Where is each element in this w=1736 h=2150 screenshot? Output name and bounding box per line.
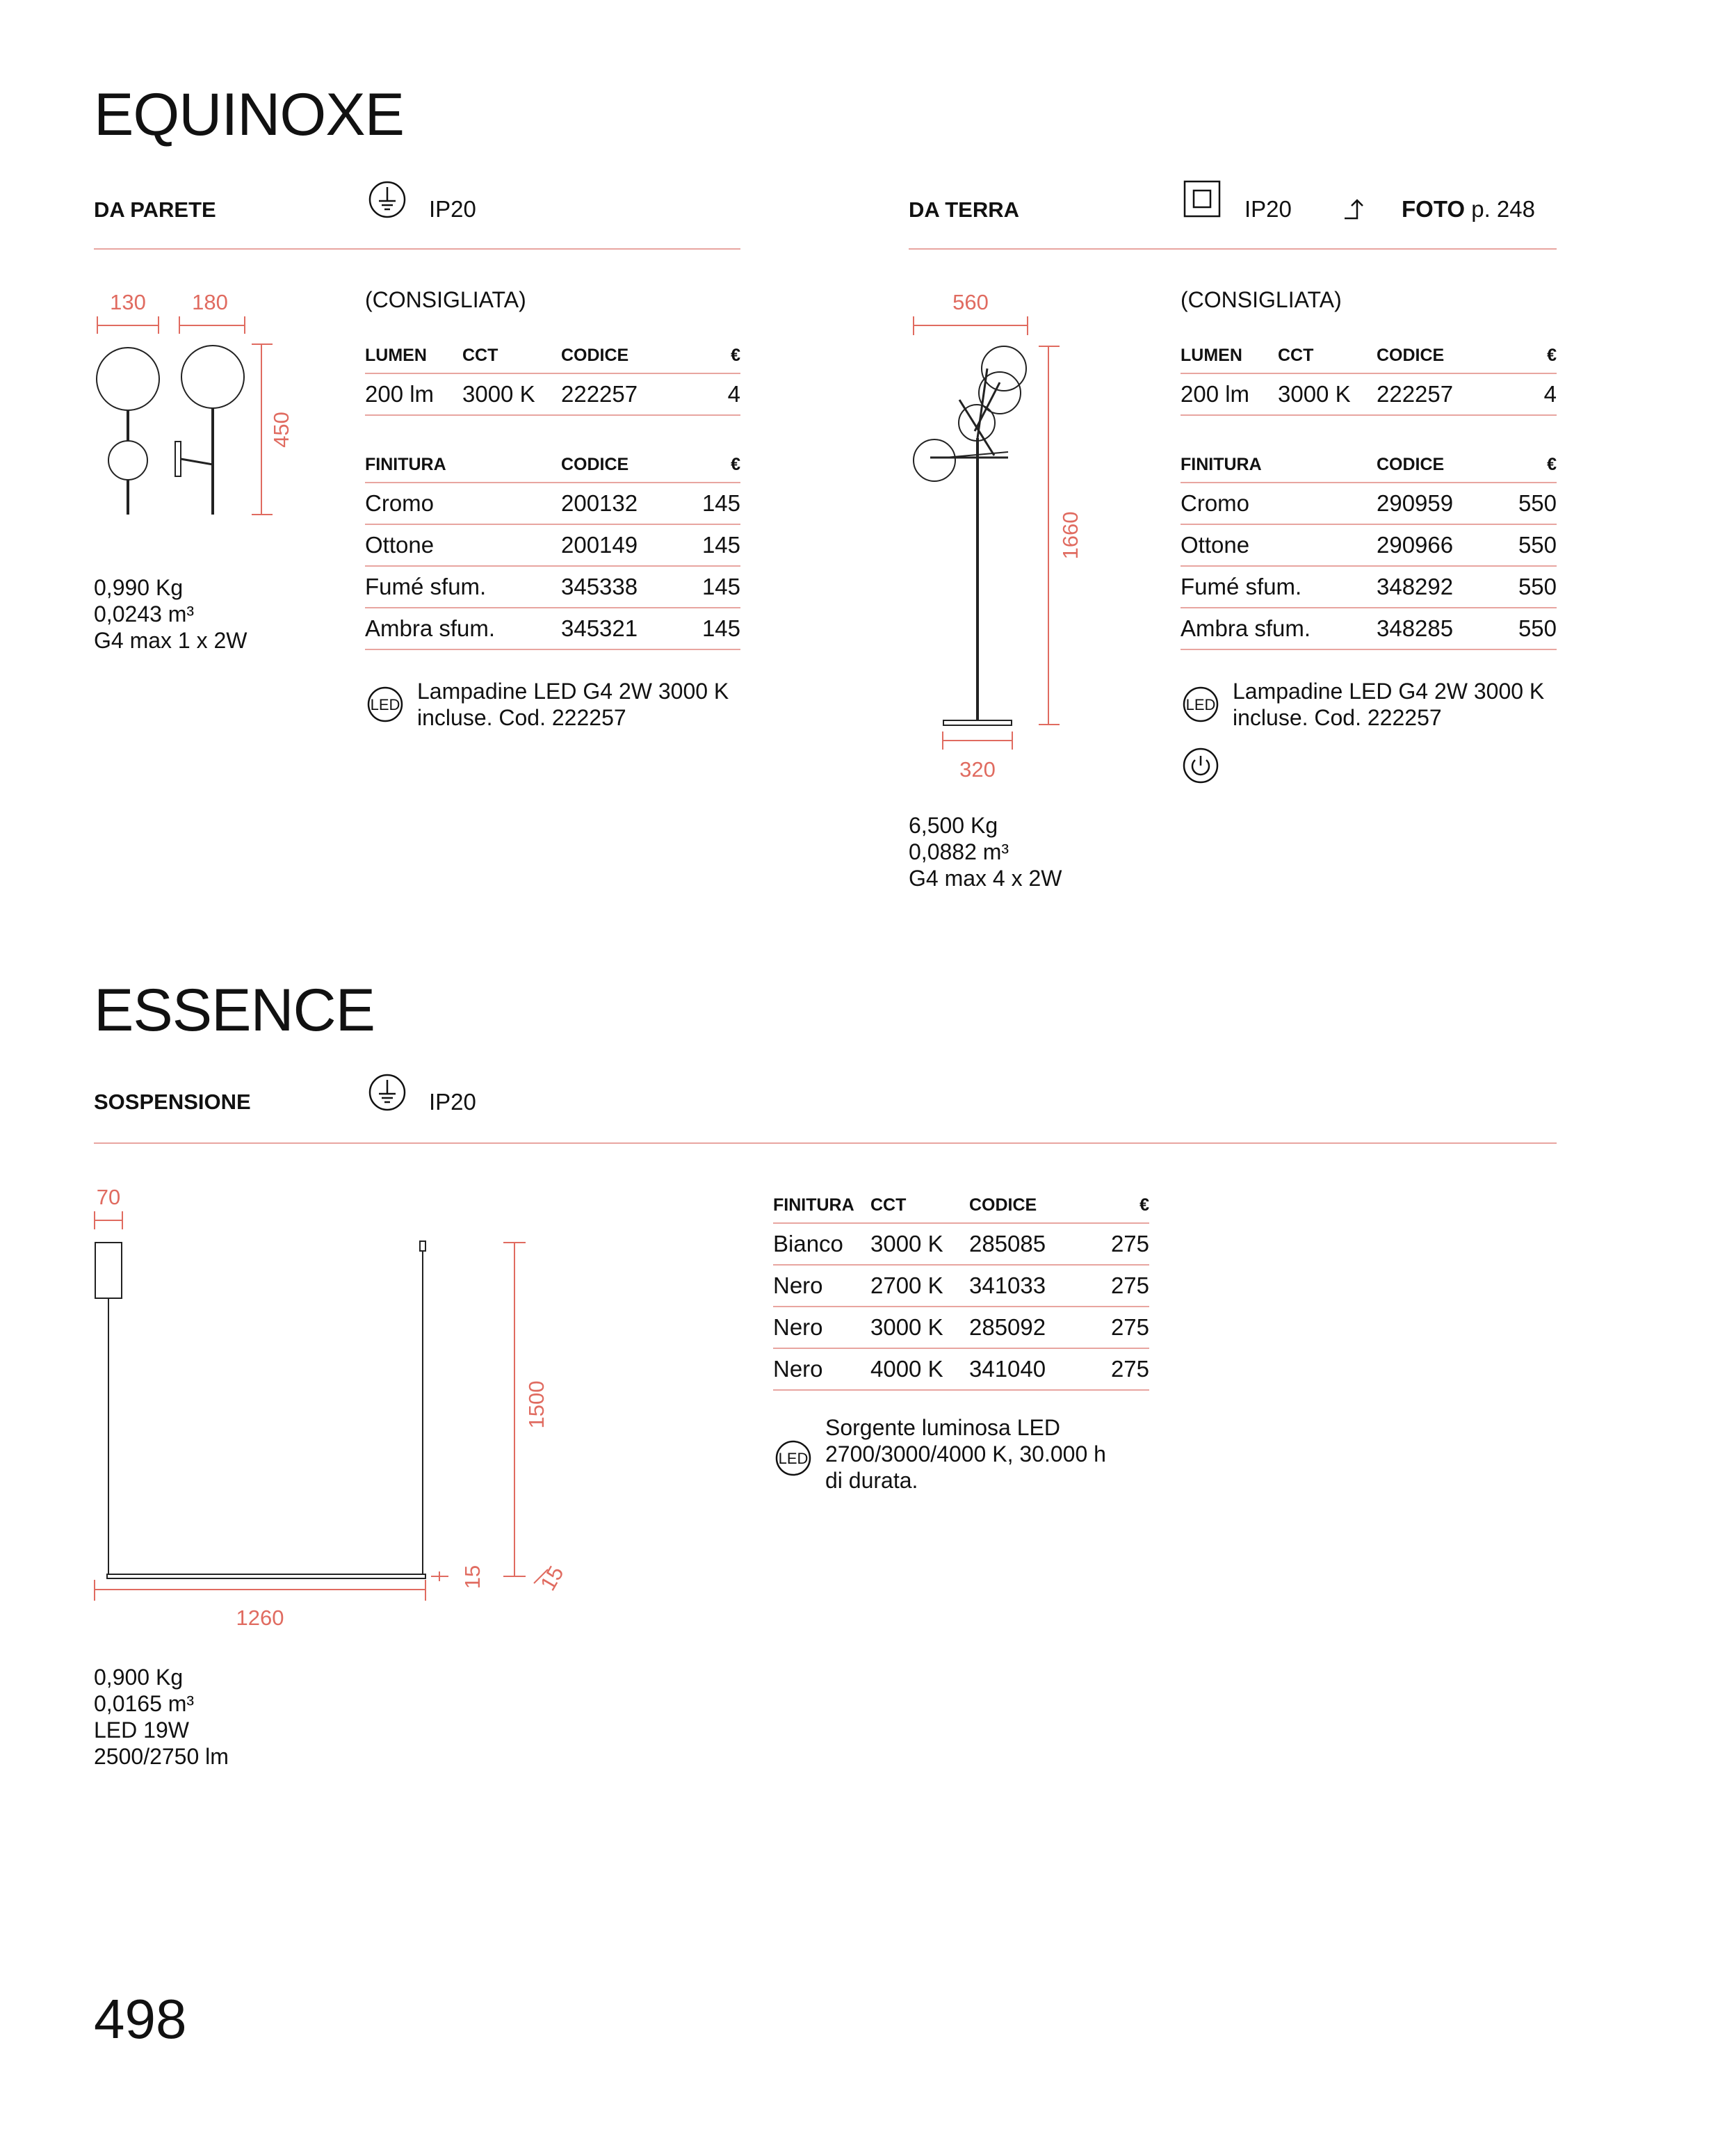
table-header-row (365, 447, 740, 483)
table-row (1181, 524, 1557, 566)
photo-reference[interactable] (1402, 196, 1535, 223)
cell: 550 (1497, 566, 1557, 608)
dim-length: 1260 (236, 1606, 284, 1630)
cell: Cromo (365, 483, 561, 524)
spec-weight: 0,990 Kg (94, 575, 184, 600)
spec-lumen: 2500/2750 lm (94, 1744, 229, 1769)
col-header: FINITURA (365, 447, 561, 483)
col-header: € (1531, 338, 1557, 373)
col-header: € (1497, 447, 1557, 483)
cell: Ambra sfum. (365, 608, 561, 649)
recommended-label: (CONSIGLIATA) (1181, 287, 1342, 312)
product-title-equinoxe: EQUINOXE (94, 81, 404, 148)
photo-label: FOTO (1402, 196, 1466, 222)
cell: 341040 (969, 1348, 1089, 1390)
col-header: FINITURA (1181, 447, 1377, 483)
led-note-line: Lampadine LED G4 2W 3000 K (1233, 679, 1545, 704)
earth-ground-icon (368, 180, 407, 219)
led-badge: LED (1185, 696, 1216, 713)
cell: 550 (1497, 524, 1557, 566)
section-divider (94, 1142, 1557, 1144)
spec-power: LED 19W (94, 1717, 189, 1743)
finish-table (773, 1188, 1149, 1391)
table-row (1181, 608, 1557, 649)
led-note (417, 678, 729, 731)
recommended-label: (CONSIGLIATA) (365, 287, 526, 312)
cell: 222257 (1377, 373, 1531, 415)
col-header: LUMEN (1181, 338, 1278, 373)
spec-list (909, 812, 1062, 891)
table-row (773, 1223, 1149, 1265)
led-icon (774, 1439, 812, 1477)
dim-width-b: 180 (192, 290, 228, 314)
table-header-row (1181, 338, 1557, 373)
cell: 3000 K (1278, 373, 1377, 415)
cell: Nero (773, 1307, 870, 1348)
finish-table (365, 447, 740, 650)
double-insulation-icon (1183, 180, 1221, 218)
wall-lamp-drawing (83, 278, 306, 528)
cell: 3000 K (870, 1223, 969, 1265)
cell: 275 (1089, 1265, 1149, 1307)
ip-rating: IP20 (429, 196, 476, 222)
cell: 145 (681, 608, 740, 649)
cell: 348285 (1377, 608, 1497, 649)
cell: 4000 K (870, 1348, 969, 1390)
finish-table (1181, 447, 1557, 650)
cell: 145 (681, 524, 740, 566)
product-title-essence: ESSENCE (94, 977, 375, 1044)
cell: 550 (1497, 483, 1557, 524)
cell: 3000 K (462, 373, 561, 415)
lamp-table (365, 338, 740, 416)
dim-profile-a: 15 (460, 1565, 485, 1590)
cell: 222257 (561, 373, 715, 415)
spec-weight: 6,500 Kg (909, 813, 998, 838)
cell: Ottone (365, 524, 561, 566)
spec-list (94, 574, 248, 654)
cell: 348292 (1377, 566, 1497, 608)
table-row (773, 1307, 1149, 1348)
spec-bulb: G4 max 1 x 2W (94, 628, 248, 653)
led-icon (1182, 686, 1219, 723)
cell: 200 lm (365, 373, 462, 415)
section-heading-sospensione: SOSPENSIONE (94, 1090, 251, 1114)
suspension-lamp-drawing (83, 1175, 598, 1641)
cell: 2700 K (870, 1265, 969, 1307)
cell: Fumé sfum. (365, 566, 561, 608)
col-header: € (715, 338, 740, 373)
table-row (773, 1348, 1149, 1390)
earth-ground-icon (368, 1073, 407, 1112)
led-note-line: Lampadine LED G4 2W 3000 K (417, 679, 729, 704)
led-badge: LED (370, 696, 400, 713)
table-row (1181, 373, 1557, 415)
cell: 345338 (561, 566, 681, 608)
cell: 275 (1089, 1223, 1149, 1265)
section-divider (909, 248, 1557, 250)
spec-weight: 0,900 Kg (94, 1665, 184, 1690)
cell: 290959 (1377, 483, 1497, 524)
cell: 200 lm (1181, 373, 1278, 415)
led-note-line: 2700/3000/4000 K, 30.000 h (825, 1441, 1106, 1466)
spec-volume: 0,0165 m³ (94, 1691, 195, 1716)
table-header-row (773, 1188, 1149, 1223)
dim-width-a: 130 (110, 290, 146, 314)
cell: 4 (715, 373, 740, 415)
spec-volume: 0,0882 m³ (909, 839, 1009, 864)
cell: 290966 (1377, 524, 1497, 566)
cell: Cromo (1181, 483, 1377, 524)
table-row (773, 1265, 1149, 1307)
cell: 145 (681, 566, 740, 608)
cell: Nero (773, 1265, 870, 1307)
cell: 4 (1531, 373, 1557, 415)
col-header: CCT (870, 1188, 969, 1223)
spec-volume: 0,0243 m³ (94, 601, 195, 627)
lamp-table (1181, 338, 1557, 416)
cell: Fumé sfum. (1181, 566, 1377, 608)
dim-width: 560 (952, 290, 989, 314)
table-row (365, 524, 740, 566)
led-note-line: incluse. Cod. 222257 (1233, 705, 1442, 730)
cell: 145 (681, 483, 740, 524)
dim-base: 320 (959, 757, 996, 782)
cell: 345321 (561, 608, 681, 649)
table-row (365, 483, 740, 524)
page-number: 498 (94, 1988, 187, 2050)
cell: Nero (773, 1348, 870, 1390)
col-header: CODICE (969, 1188, 1089, 1223)
led-note-line: Sorgente luminosa LED (825, 1415, 1060, 1440)
dim-profile-b: 15 (535, 1562, 569, 1595)
cell: Bianco (773, 1223, 870, 1265)
col-header: CCT (462, 338, 561, 373)
dim-height: 450 (269, 412, 293, 448)
cell: 550 (1497, 608, 1557, 649)
dim-canopy: 70 (96, 1185, 121, 1209)
spec-list (94, 1664, 229, 1770)
col-header: CODICE (1377, 338, 1531, 373)
col-header: CODICE (1377, 447, 1497, 483)
cell: 3000 K (870, 1307, 969, 1348)
cell: 275 (1089, 1307, 1149, 1348)
col-header: CODICE (561, 447, 681, 483)
cell: 285085 (969, 1223, 1089, 1265)
led-badge: LED (778, 1450, 809, 1467)
led-note (1233, 678, 1544, 731)
col-header: LUMEN (365, 338, 462, 373)
photo-page: p. 248 (1471, 196, 1535, 222)
ip-rating: IP20 (1244, 196, 1292, 222)
table-row (365, 608, 740, 649)
table-row (1181, 566, 1557, 608)
led-note-line: incluse. Cod. 222257 (417, 705, 626, 730)
led-note (825, 1414, 1106, 1494)
section-divider (94, 248, 740, 250)
cell: 200149 (561, 524, 681, 566)
col-header: FINITURA (773, 1188, 870, 1223)
table-header-row (1181, 447, 1557, 483)
floor-lamp-drawing (904, 278, 1112, 807)
dim-height: 1500 (524, 1380, 549, 1429)
col-header: CCT (1278, 338, 1377, 373)
cell: 285092 (969, 1307, 1089, 1348)
led-note-line: di durata. (825, 1468, 918, 1493)
col-header: € (681, 447, 740, 483)
col-header: CODICE (561, 338, 715, 373)
section-heading-da-parete: DA PARETE (94, 197, 216, 222)
col-header: € (1089, 1188, 1149, 1223)
table-row (1181, 483, 1557, 524)
led-icon (366, 686, 404, 723)
spec-bulb: G4 max 4 x 2W (909, 866, 1062, 891)
section-heading-da-terra: DA TERRA (909, 197, 1020, 222)
cell: 200132 (561, 483, 681, 524)
power-switch-icon (1182, 747, 1219, 784)
table-row (365, 566, 740, 608)
table-row (365, 373, 740, 415)
cell: 341033 (969, 1265, 1089, 1307)
dim-height: 1660 (1058, 511, 1082, 560)
table-header-row (365, 338, 740, 373)
cell: Ottone (1181, 524, 1377, 566)
photo-reference-icon (1343, 196, 1371, 221)
cell: 275 (1089, 1348, 1149, 1390)
ip-rating: IP20 (429, 1089, 476, 1115)
cell: Ambra sfum. (1181, 608, 1377, 649)
